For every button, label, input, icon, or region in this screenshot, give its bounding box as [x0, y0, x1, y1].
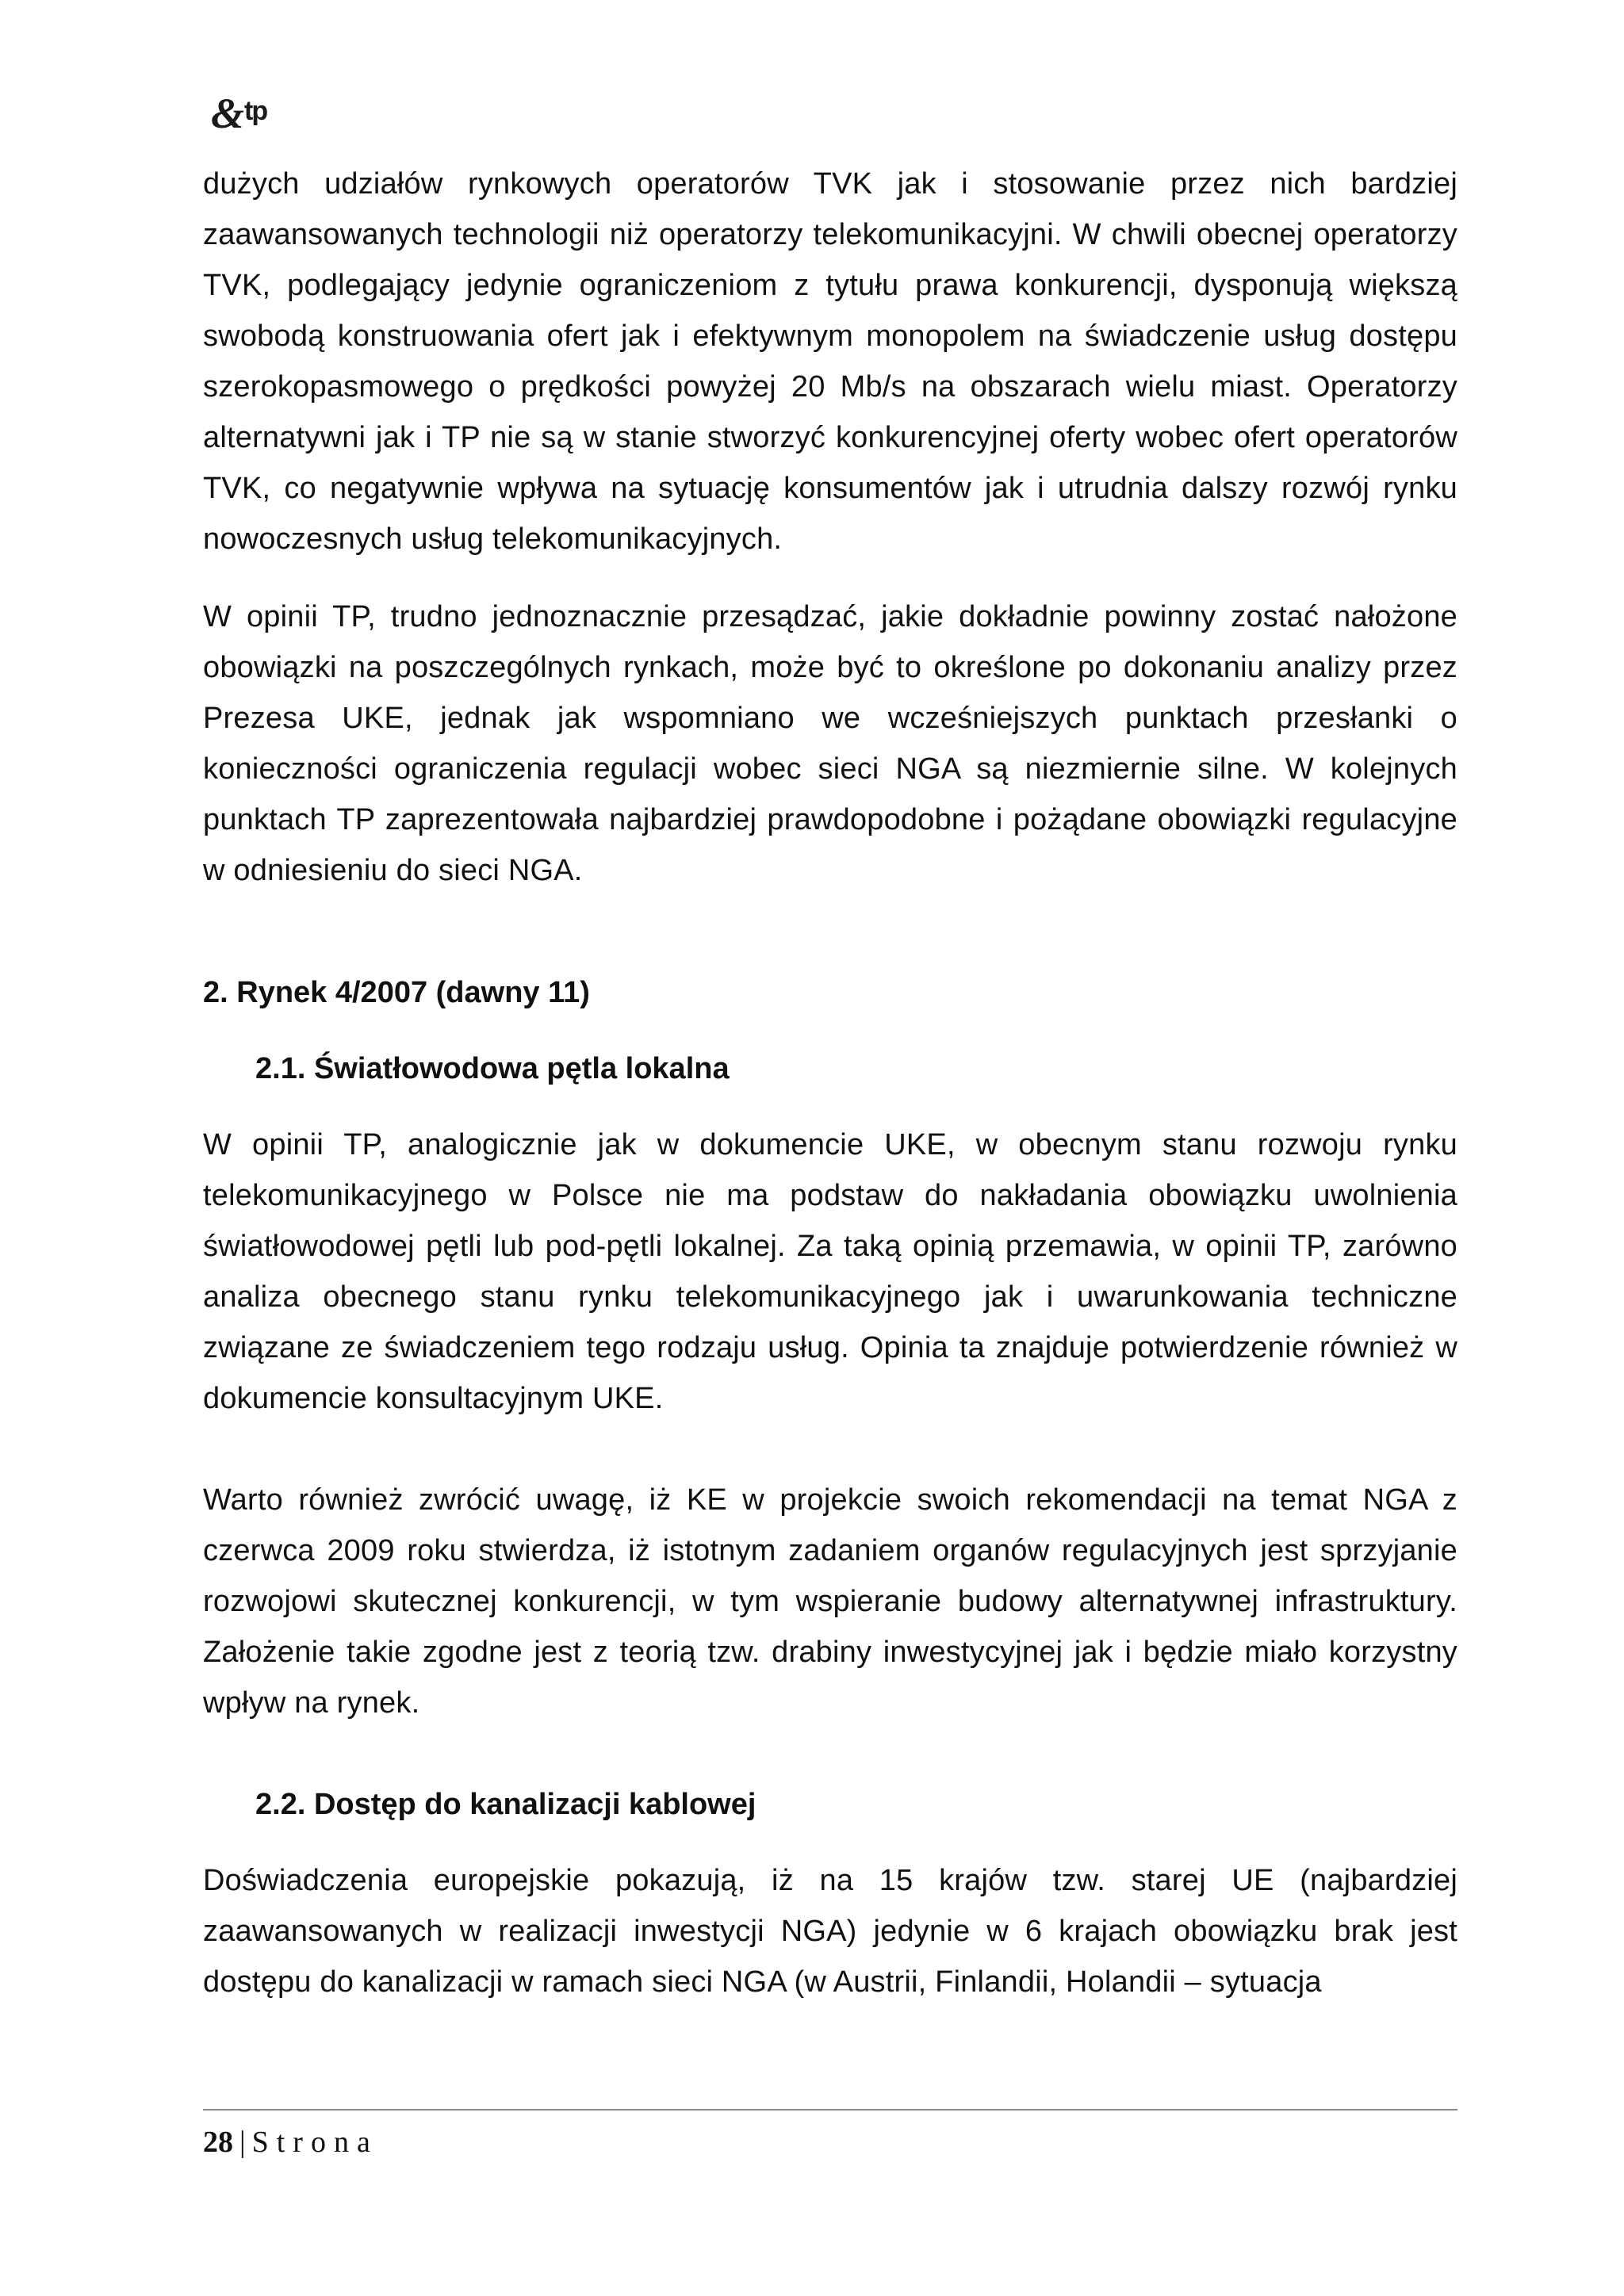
- page-label: Strona: [251, 2126, 378, 2159]
- paragraph-ke-recommendations: Warto również zwrócić uwagę, iż KE w projekcie swoich rekomendacji na temat NGA z czerwca 2009 roku stwierdza, iż istotnym zadaniem organów regulacyjnych jest sprzyjanie rozwojowi skutecznej konkurencji, w tym wspieranie budowy alternatywnej infrastruktury. Założenie takie zgodne jest z teorią tzw. drabiny inwestycyjnej jak i będzie miało korzystny wpływ na rynek.: [203, 1483, 1457, 1720]
- tp-logo: [211, 89, 266, 138]
- page-body: [203, 159, 1457, 2007]
- footer-separator: |: [239, 2126, 246, 2159]
- paragraph-fiber-loop-opinion: W opinii TP, analogicznie jak w dokumencie UKE, w obecnym stanu rozwoju rynku telekomunikacyjnego w Polsce nie ma podstaw do nakładania obowiązku uwolnienia światłowodowej pętli lub pod-pętli lokalnej. Za taką opinią przemawia, w opinii TP, zarówno analiza obecnego stanu rynku telekomunikacyjnego jak i uwarunkowania techniczne związane ze świadczeniem tego rodzaju usług. Opinia ta znajduje potwierdzenie również w dokumencie konsultacyjnym UKE.: [203, 1128, 1457, 1415]
- page-number: 28: [203, 2126, 233, 2159]
- logo-text: tp: [244, 96, 267, 126]
- paragraph-tvk-operators: dużych udziałów rynkowych operatorów TVK jak i stosowanie przez nich bardziej zaawansowanych technologii niż operatorzy telekomunikacyjni. W chwili obecnej operatorzy TVK, podlegający jedynie ograniczeniom z tytułu prawa konkurencji, dysponują większą swobodą konstruowania ofert jak i efektywnym monopolem na świadczenie usług dostępu szerokopasmowego o prędkości powyżej 20 Mb/s na obszarach wielu miast. Operatorzy alternatywni jak i TP nie są w stanie stworzyć konkurencyjnej oferty wobec ofert operatorów TVK, co negatywnie wpływa na sytuację konsumentów jak i utrudnia dalszy rozwój rynku nowoczesnych usług telekomunikacyjnych.: [203, 167, 1457, 556]
- subsection-heading-cable-ducts: 2.2. Dostęp do kanalizacji kablowej: [255, 1788, 756, 1821]
- logo-mark: &: [211, 90, 243, 137]
- paragraph-regulatory-obligations: W opinii TP, trudno jednoznacznie przesądzać, jakie dokładnie powinny zostać nałożone obowiązki na poszczególnych rynkach, może być to określone po dokonaniu analizy przez Prezesa UKE, jednak jak wspomniano we wcześniejszych punktach przesłanki o konieczności ograniczenia regulacji wobec sieci NGA są niezmiernie silne. W kolejnych punktach TP zaprezentowała najbardziej prawdopodobne i pożądane obowiązki regulacyjne w odniesieniu do sieci NGA.: [203, 600, 1457, 887]
- subsection-heading-fiber-loop: 2.1. Światłowodowa pętla lokalna: [255, 1052, 730, 1085]
- page-footer: [203, 2123, 378, 2161]
- paragraph-european-experience: Doświadczenia europejskie pokazują, iż na 15 krajów tzw. starej UE (najbardziej zaawansowanych w realizacji inwestycji NGA) jedynie w 6 krajach obowiązku brak jest dostępu do kanalizacji w ramach sieci NGA (w Austrii, Finlandii, Holandii – sytuacja: [203, 1864, 1457, 1999]
- footer-divider: [203, 2109, 1457, 2110]
- section-heading-market: 2. Rynek 4/2007 (dawny 11): [203, 976, 590, 1009]
